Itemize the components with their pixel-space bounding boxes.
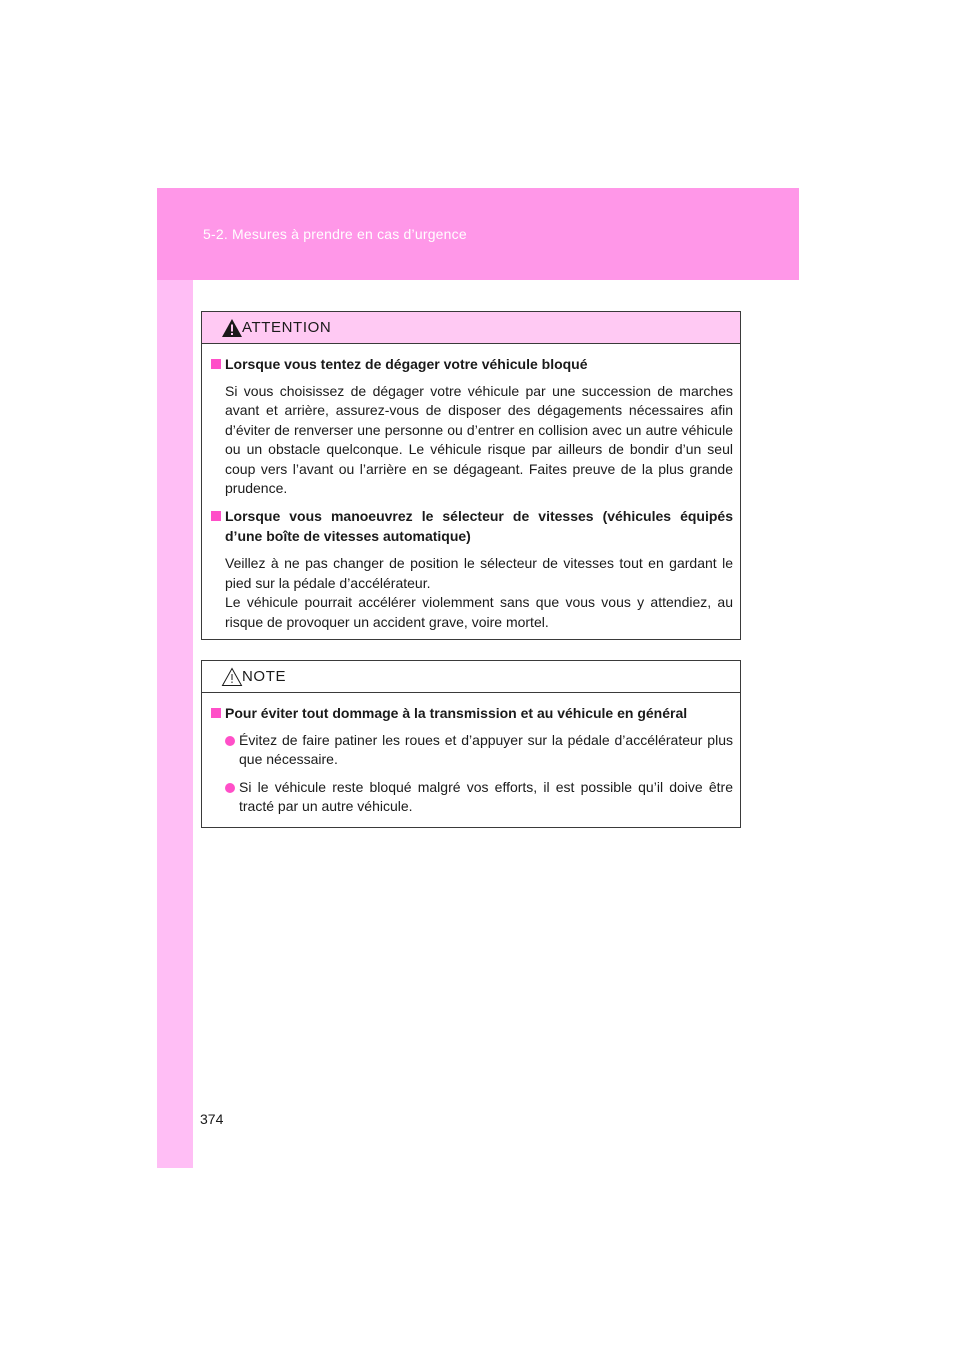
side-color-band xyxy=(157,188,193,1168)
attention-item-text: Si vous choisissez de dégager votre véhicule par une succession de marches avant et arrière, assurez-vous de disposer des dégagements nécessaires afin d’éviter de renverser une personne ou d’entrer en collision avec un autre véhicule ou un obstacle quelconque. Le véhicule risque par ailleurs de bondir d’un seul coup vers l’avant ou l’arrière en se dégageant. Faites preuve de la plus grande prudence. xyxy=(225,383,733,497)
square-bullet-icon xyxy=(211,359,221,369)
bullet-text: Évitez de faire patiner les roues et d’appuyer sur la pédale d’accélérateur plus que nécessaire. xyxy=(239,732,733,768)
note-header xyxy=(202,661,740,693)
attention-item-heading xyxy=(209,354,733,374)
warning-triangle-filled-icon xyxy=(221,318,243,338)
attention-box xyxy=(201,311,741,640)
note-title: NOTE xyxy=(242,668,287,685)
round-bullet-icon xyxy=(225,783,235,793)
note-bullet xyxy=(209,778,733,817)
heading-text: Pour éviter tout dommage à la transmission et au véhicule en général xyxy=(225,705,688,721)
heading-text: Lorsque vous manoeuvrez le sélecteur de vitesses (véhicules équipés d’une boîte de vitesses automatique) xyxy=(225,508,733,545)
attention-body xyxy=(202,344,740,632)
attention-item-heading xyxy=(209,506,733,546)
attention-title: ATTENTION xyxy=(242,319,332,336)
attention-item-text: Veillez à ne pas changer de position le sélecteur de vitesses tout en gardant le pied sur la pédale d’accélérateur. xyxy=(225,555,733,591)
heading-text: Lorsque vous tentez de dégager votre véhicule bloqué xyxy=(225,356,588,372)
note-box xyxy=(201,660,741,828)
bullet-text: Si le véhicule reste bloqué malgré vos efforts, il est possible qu’il doive être tracté par un autre véhicule. xyxy=(239,778,733,815)
round-bullet-icon xyxy=(225,736,235,746)
square-bullet-icon xyxy=(211,708,221,718)
warning-triangle-outline-icon xyxy=(221,667,243,687)
note-body xyxy=(202,693,740,817)
page-number: 374 xyxy=(200,1111,224,1127)
attention-item-text: Le véhicule pourrait accélérer violemment sans que vous vous y attendiez, au risque de provoquer un accident grave, voire mortel. xyxy=(225,594,733,630)
attention-header xyxy=(202,312,740,344)
square-bullet-icon xyxy=(211,511,221,521)
section-title: 5-2. Mesures à prendre en cas d’urgence xyxy=(203,226,467,242)
note-heading xyxy=(209,703,733,723)
note-bullet xyxy=(209,731,733,770)
